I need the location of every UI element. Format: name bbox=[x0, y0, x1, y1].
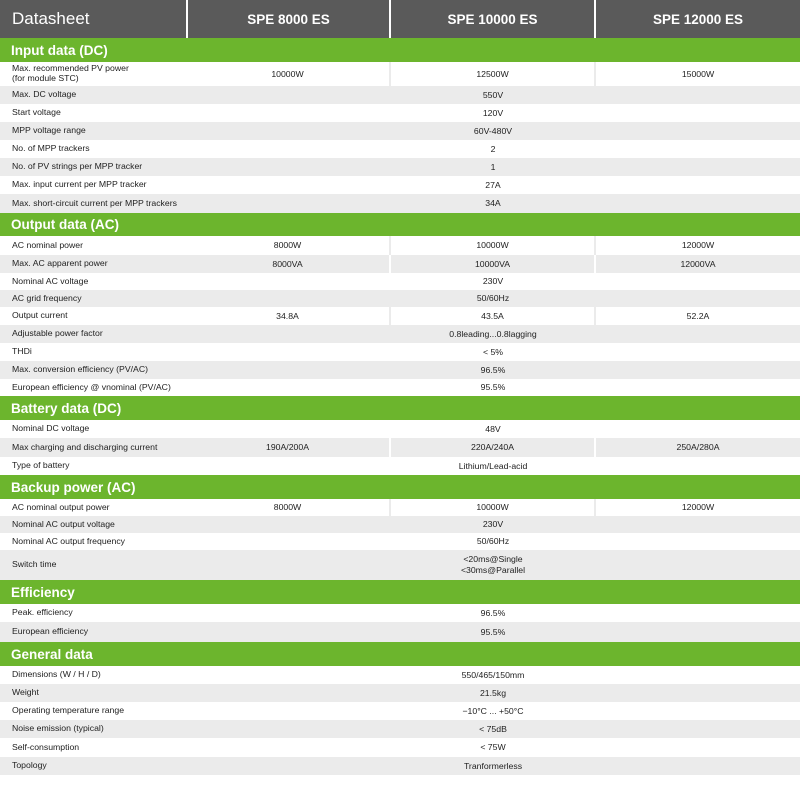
spec-value: 120V bbox=[482, 107, 504, 118]
spec-label bbox=[0, 290, 186, 307]
spec-value: 48V bbox=[485, 423, 501, 434]
spec-label bbox=[0, 62, 186, 86]
spec-value: 8000W bbox=[273, 502, 302, 513]
spec-label-line: Max charging and discharging current bbox=[12, 441, 158, 452]
spec-label-line: Max. recommended PV power bbox=[12, 63, 129, 74]
spec-value: 1 bbox=[490, 161, 496, 172]
spec-row bbox=[0, 104, 800, 122]
section-header: Battery data (DC) bbox=[0, 396, 800, 420]
spec-row bbox=[0, 622, 800, 642]
spec-label bbox=[0, 104, 186, 122]
spec-row bbox=[0, 533, 800, 550]
spec-label bbox=[0, 194, 186, 213]
spec-label bbox=[0, 122, 186, 140]
spec-value: 190A/200A bbox=[266, 442, 309, 453]
spec-label bbox=[0, 273, 186, 290]
spec-value: < 75dB bbox=[479, 723, 507, 734]
spec-value: 10000W bbox=[389, 499, 594, 516]
model-column-header: SPE 12000 ES bbox=[594, 0, 800, 38]
spec-label bbox=[0, 702, 186, 720]
spec-row bbox=[0, 720, 800, 738]
spec-label-line: Max. DC voltage bbox=[12, 89, 77, 100]
spec-value: < 5% bbox=[482, 346, 504, 357]
spec-label-line: Max. input current per MPP tracker bbox=[12, 179, 147, 190]
spec-row bbox=[0, 516, 800, 533]
spec-label bbox=[0, 516, 186, 533]
spec-label-line: Nominal AC voltage bbox=[12, 275, 89, 286]
spec-value: 21.5kg bbox=[479, 687, 507, 698]
spec-value: 27A bbox=[485, 179, 501, 190]
spec-label-line: Peak. efficiency bbox=[12, 607, 73, 618]
spec-label bbox=[0, 307, 186, 325]
spec-value: Tranformerless bbox=[463, 760, 523, 771]
spec-value: < 75W bbox=[480, 742, 506, 753]
spec-label-line: Self-consumption bbox=[12, 741, 80, 752]
spec-value: 96.5% bbox=[480, 364, 506, 375]
spec-value: 43.5A bbox=[389, 307, 594, 325]
spec-label bbox=[0, 420, 186, 438]
spec-value: 96.5% bbox=[480, 607, 506, 618]
spec-label-line: THDi bbox=[12, 346, 32, 357]
spec-label-line: MPP voltage range bbox=[12, 125, 86, 136]
spec-row bbox=[0, 62, 800, 86]
spec-label bbox=[0, 666, 186, 684]
spec-value: 2 bbox=[490, 143, 496, 154]
spec-value: 12000VA bbox=[594, 255, 800, 273]
spec-value: 12000W bbox=[594, 499, 800, 516]
spec-row bbox=[0, 140, 800, 158]
spec-value: 15000W bbox=[594, 62, 800, 86]
spec-value: 34.8A bbox=[276, 310, 299, 321]
spec-row bbox=[0, 420, 800, 438]
spec-row bbox=[0, 194, 800, 213]
spec-value: 0.8leading...0.8lagging bbox=[449, 328, 537, 339]
spec-label bbox=[0, 325, 186, 343]
spec-row bbox=[0, 457, 800, 475]
spec-label-line: Switch time bbox=[12, 559, 57, 570]
spec-label-line: Topology bbox=[12, 760, 47, 771]
spec-label-line: European efficiency bbox=[12, 626, 89, 637]
spec-row bbox=[0, 176, 800, 194]
spec-value: 230V bbox=[482, 276, 504, 287]
spec-label-line: Nominal AC output frequency bbox=[12, 535, 126, 546]
spec-label bbox=[0, 361, 186, 379]
spec-value: 250A/280A bbox=[594, 438, 800, 457]
section-header: Output data (AC) bbox=[0, 213, 800, 236]
spec-row bbox=[0, 307, 800, 325]
spec-label-line: AC nominal output power bbox=[12, 501, 110, 512]
spec-label-line: Output current bbox=[12, 310, 68, 321]
spec-row bbox=[0, 666, 800, 684]
spec-value: 34A bbox=[485, 198, 501, 209]
spec-value: 50/60Hz bbox=[476, 536, 510, 547]
spec-value: 10000VA bbox=[389, 255, 594, 273]
spec-row bbox=[0, 255, 800, 273]
spec-row bbox=[0, 290, 800, 307]
section-header: Backup power (AC) bbox=[0, 475, 800, 499]
spec-label bbox=[0, 438, 186, 457]
spec-value: −10°C ... +50°C bbox=[462, 705, 524, 716]
spec-row bbox=[0, 86, 800, 104]
spec-label bbox=[0, 457, 186, 475]
spec-row bbox=[0, 122, 800, 140]
spec-label-line: No. of PV strings per MPP tracker bbox=[12, 161, 143, 172]
spec-value-line: <20ms@Single bbox=[463, 554, 523, 565]
datasheet-body bbox=[0, 38, 800, 775]
spec-value: 550V bbox=[482, 89, 504, 100]
spec-label-line: Nominal DC voltage bbox=[12, 423, 90, 434]
spec-label bbox=[0, 140, 186, 158]
spec-label-line: Nominal AC output voltage bbox=[12, 518, 115, 529]
model-column-header: SPE 8000 ES bbox=[186, 0, 389, 38]
spec-row bbox=[0, 702, 800, 720]
spec-value: 220A/240A bbox=[389, 438, 594, 457]
spec-label bbox=[0, 720, 186, 738]
spec-label bbox=[0, 379, 186, 396]
spec-value: 12500W bbox=[389, 62, 594, 86]
spec-row bbox=[0, 757, 800, 775]
spec-label-line: Noise emission (typical) bbox=[12, 723, 104, 734]
spec-row bbox=[0, 684, 800, 702]
spec-label bbox=[0, 236, 186, 255]
spec-row bbox=[0, 499, 800, 516]
model-column-header: SPE 10000 ES bbox=[389, 0, 594, 38]
spec-row bbox=[0, 273, 800, 290]
section-header: Input data (DC) bbox=[0, 38, 800, 62]
spec-label-line: Max. AC apparent power bbox=[12, 258, 108, 269]
spec-label-line: Max. short-circuit current per MPP trackers bbox=[12, 197, 177, 208]
spec-row bbox=[0, 438, 800, 457]
spec-row bbox=[0, 550, 800, 580]
spec-label bbox=[0, 343, 186, 361]
spec-row bbox=[0, 604, 800, 622]
spec-row bbox=[0, 325, 800, 343]
spec-value: 50/60Hz bbox=[476, 293, 510, 304]
spec-value: 230V bbox=[482, 519, 504, 530]
spec-label bbox=[0, 604, 186, 622]
spec-label-line: Adjustable power factor bbox=[12, 328, 103, 339]
spec-label-line: AC nominal power bbox=[12, 239, 83, 250]
spec-value: 12000W bbox=[594, 236, 800, 255]
spec-row bbox=[0, 379, 800, 396]
section-header: General data bbox=[0, 642, 800, 666]
spec-label bbox=[0, 757, 186, 775]
spec-value: 60V-480V bbox=[473, 125, 513, 136]
spec-value: 95.5% bbox=[480, 382, 506, 393]
spec-label bbox=[0, 158, 186, 176]
spec-label bbox=[0, 176, 186, 194]
spec-value: Lithium/Lead-acid bbox=[458, 460, 528, 471]
spec-label bbox=[0, 86, 186, 104]
spec-row bbox=[0, 158, 800, 176]
spec-row bbox=[0, 343, 800, 361]
spec-label-line: No. of MPP trackers bbox=[12, 143, 90, 154]
spec-label-line: European efficiency @ vnominal (PV/AC) bbox=[12, 381, 171, 392]
spec-value-line: <30ms@Parallel bbox=[460, 565, 526, 575]
spec-label bbox=[0, 255, 186, 273]
spec-value: 95.5% bbox=[480, 626, 506, 637]
datasheet-title: Datasheet bbox=[12, 9, 90, 28]
spec-label-line: AC grid frequency bbox=[12, 292, 82, 303]
spec-row bbox=[0, 236, 800, 255]
spec-label-line: Start voltage bbox=[12, 107, 61, 118]
spec-value: 10000W bbox=[271, 68, 304, 79]
spec-label bbox=[0, 550, 186, 580]
spec-label bbox=[0, 684, 186, 702]
spec-label bbox=[0, 533, 186, 550]
spec-label-line: (for module STC) bbox=[12, 73, 79, 83]
spec-label bbox=[0, 738, 186, 757]
spec-label bbox=[0, 622, 186, 642]
spec-value: 52.2A bbox=[594, 307, 800, 325]
spec-label bbox=[0, 499, 186, 516]
spec-value: 550/465/150mm bbox=[461, 669, 525, 680]
spec-label-line: Max. conversion efficiency (PV/AC) bbox=[12, 364, 148, 375]
spec-label-line: Type of battery bbox=[12, 460, 70, 471]
spec-label-line: Dimensions (W / H / D) bbox=[12, 669, 101, 680]
spec-label-line: Weight bbox=[12, 687, 39, 698]
datasheet-header bbox=[0, 0, 800, 38]
spec-value bbox=[186, 550, 800, 580]
spec-value: 8000VA bbox=[272, 258, 303, 269]
spec-label-line: Operating temperature range bbox=[12, 705, 125, 716]
spec-row bbox=[0, 361, 800, 379]
spec-row bbox=[0, 738, 800, 757]
spec-value: 10000W bbox=[389, 236, 594, 255]
section-header: Efficiency bbox=[0, 580, 800, 604]
spec-value: 8000W bbox=[273, 240, 302, 251]
